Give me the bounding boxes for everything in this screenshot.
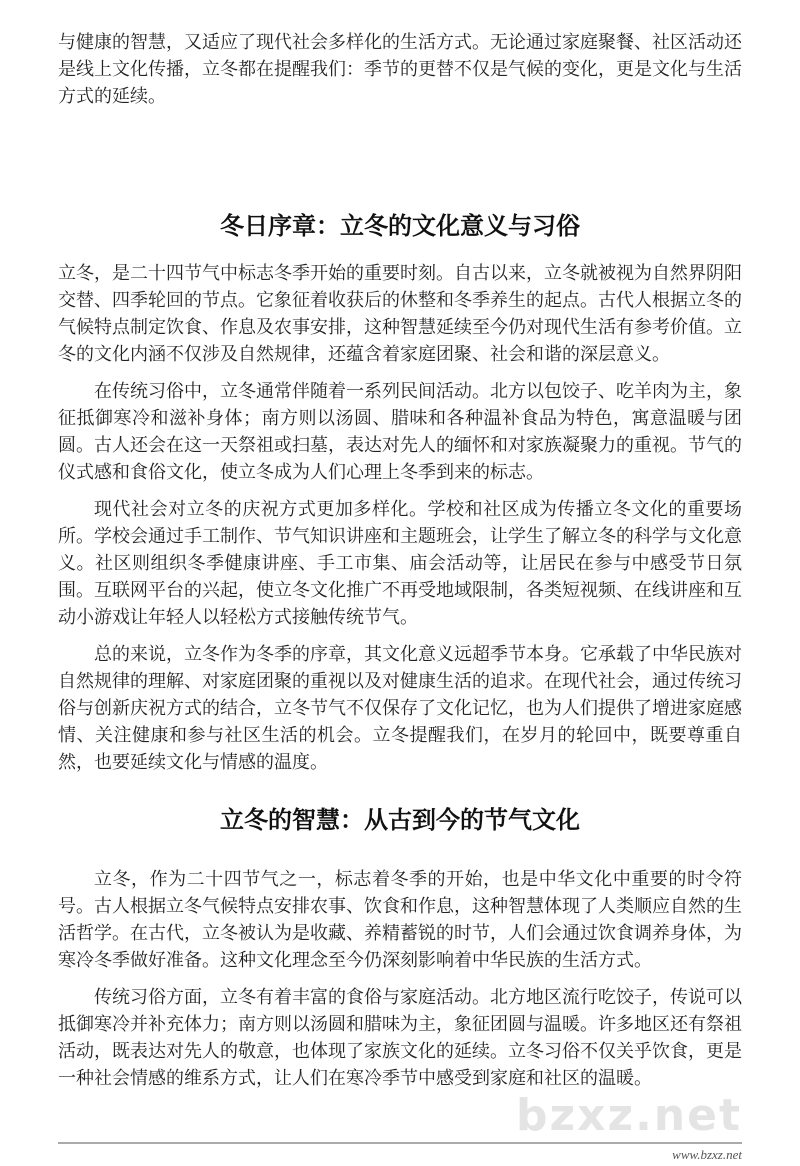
paragraph: 现代社会对立冬的庆祝方式更加多样化。学校和社区成为传播立冬文化的重要场所。学校会通过手工制作、节气知识讲座和主题班会，让学生了解立冬的科学与文化意义。社区则组织冬季健康讲座、手工市集、庙会活动等，让居民在参与中感受节日氛围。互联网平台的兴起，使立冬文化推广不再受地域限制，各类短视频、在线讲座和互动小游戏让年轻人以轻松方式接触传统节气。 [58, 499, 742, 628]
document-body [58, 0, 742, 1166]
paragraph: 传统习俗方面，立冬有着丰富的食俗与家庭活动。北方地区流行吃饺子，传说可以抵御寒冷并补充体力；南方则以汤圆和腊味为主，象征团圆与温暖。许多地区还有祭祖活动，既表达对先人的敬意，也体现了家族文化的延续。立冬习俗不仅关乎饮食，更是一种社会情感的维系方式，让人们在寒冷季节中感受到家庭和社区的温暖。 [58, 987, 742, 1089]
paragraph: 在传统习俗中，立冬通常伴随着一系列民间活动。北方以包饺子、吃羊肉为主，象征抵御寒冷和滋补身体；南方则以汤圆、腊味和各种温补食品为特色，寓意温暖与团圆。古人还会在这一天祭祖或扫墓，表达对先人的缅怀和对家族凝聚力的重视。节气的仪式感和食俗文化，使立冬成为人们心理上冬季到来的标志。 [58, 381, 742, 483]
watermark: bzxz.net [515, 1090, 742, 1141]
section-body [58, 866, 742, 1092]
section-title: 冬日序章：立冬的文化意义与习俗 [220, 211, 580, 240]
paragraph: 总的来说，立冬作为冬季的序章，其文化意义远超季节本身。它承载了中华民族对自然规律的理解、对家庭团聚的重视以及对健康生活的追求。在现代社会，通过传统习俗与创新庆祝方式的结合，立冬节气不仅保存了文化记忆，也为人们提供了增进家庭感情、关注健康和参与社区生活的机会。立冬提醒我们，在岁月的轮回中，既要尊重自然，也要延续文化与情感的温度。 [58, 644, 742, 773]
section-body [58, 260, 742, 776]
footer-url: www.bzxz.net [672, 1147, 742, 1162]
paragraph: 立冬，作为二十四节气之一，标志着冬季的开始，也是中华文化中重要的时令符号。古人根据立冬气候特点安排农事、饮食和作息，这种智慧体现了人类顺应自然的生活哲学。在古代，立冬被认为是收藏、养精蓄锐的时节，人们会通过饮食调养身体，为寒冷冬季做好准备。这种文化理念至今仍深刻影响着中华民族的生活方式。 [58, 869, 742, 971]
section-title: 立冬的智慧：从古到今的节气文化 [220, 805, 580, 834]
paragraph: 立冬，是二十四节气中标志冬季开始的重要时刻。自古以来，立冬就被视为自然界阴阳交替、四季轮回的节点。它象征着收获后的休整和冬季养生的起点。古代人根据立冬的气候特点制定饮食、作息及农事安排，这种智慧延续至今仍对现代生活有参考价值。立冬的文化内涵不仅涉及自然规律，还蕴含着家庭团聚、社会和谐的深层意义。 [58, 263, 742, 365]
intro-paragraph: 与健康的智慧，又适应了现代社会多样化的生活方式。无论通过家庭聚餐、社区活动还是线上文化传播，立冬都在提醒我们：季节的更替不仅是气候的变化，更是文化与生活方式的延续。 [58, 32, 742, 107]
